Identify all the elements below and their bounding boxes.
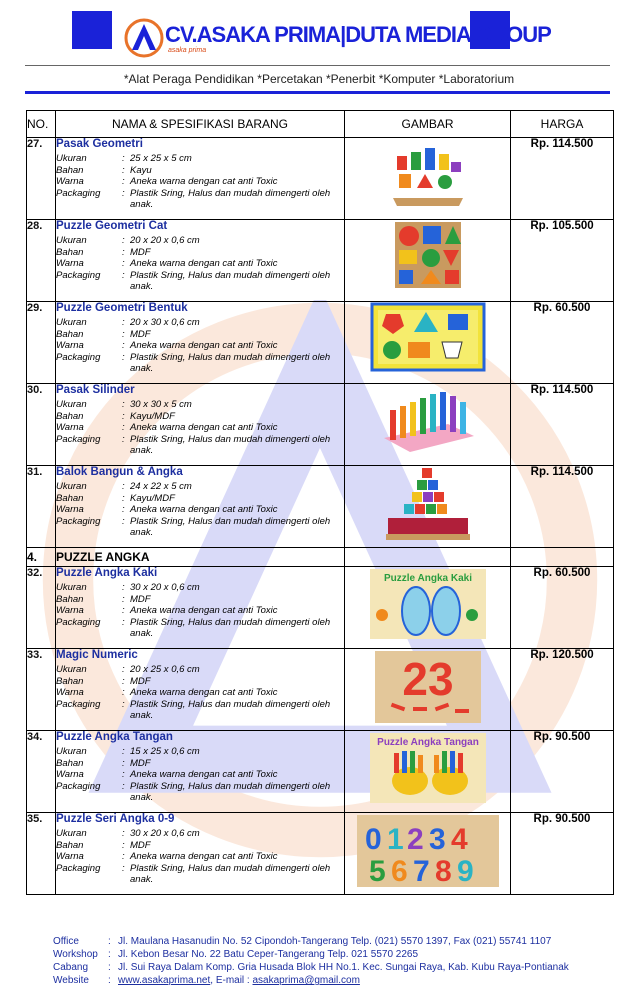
spec-label: Warna	[56, 605, 84, 616]
spec-row-bahan: Bahan : MDF	[56, 676, 344, 688]
spec-value: 30 x 30 x 5 cm	[130, 399, 192, 410]
svg-text:2: 2	[406, 823, 424, 856]
feet-number-puzzle-icon	[345, 567, 510, 641]
spec-value: MDF	[130, 757, 151, 769]
spec-row-packaging: Packaging : Plastik Sring, Halus dan mudah dimengerti oleh anak.	[56, 516, 344, 539]
geometry-puzzle-board-icon	[345, 220, 510, 290]
spec-value: MDF	[130, 328, 151, 340]
spec-value: 20 x 30 x 0,6 cm	[130, 317, 200, 328]
item-spec-cell	[56, 220, 345, 302]
spec-label: Warna	[56, 504, 84, 515]
svg-text:7: 7	[412, 855, 430, 888]
spec-label: Packaging	[56, 698, 101, 710]
spec-value: Plastik Sring, Halus dan mudah dimengerti oleh anak.	[130, 187, 331, 210]
item-price: Rp. 90.500	[511, 813, 614, 895]
footer-label: Workshop	[53, 949, 98, 960]
spec-label: Ukuran	[56, 235, 87, 246]
svg-text:0: 0	[364, 823, 382, 856]
spec-label: Warna	[56, 258, 84, 269]
footer-label: Website	[53, 975, 89, 986]
spec-value: Plastik Sring, Halus dan mudah dimengerti oleh anak.	[130, 269, 331, 292]
spec-row-packaging: Packaging : Plastik Sring, Halus dan mudah dimengerti oleh anak.	[56, 617, 344, 640]
svg-text:Puzzle Angka Tangan: Puzzle Angka Tangan	[376, 737, 479, 748]
spec-value: Aneka warna dengan cat anti Toxic	[130, 769, 278, 780]
spec-value: Plastik Sring, Halus dan mudah dimengerti oleh anak.	[130, 433, 331, 456]
spec-label: Packaging	[56, 515, 101, 527]
spec-value: Aneka warna dengan cat anti Toxic	[130, 605, 278, 616]
spec-label: Warna	[56, 422, 84, 433]
spec-row-ukuran: Ukuran : 30 x 20 x 0,6 cm	[56, 828, 344, 840]
logo-subtitle: asaka prima	[168, 47, 207, 54]
spec-row-ukuran: Ukuran : 20 x 20 x 0,6 cm	[56, 235, 344, 247]
magic-numeric-board-icon	[345, 649, 510, 725]
item-price: Rp. 105.500	[511, 220, 614, 302]
item-spec-cell	[56, 731, 345, 813]
item-image-cell	[345, 567, 511, 649]
footer-row: Cabang : Jl. Sui Raya Dalam Komp. Gria Husada Blok HH No.1. Kec. Sungai Raya, Kab. Kubu Raya-Pontianak	[53, 962, 569, 973]
svg-text:1: 1	[386, 823, 404, 856]
item-name: Puzzle Geometri Cat	[56, 220, 168, 232]
spec-value: Plastik Sring, Halus dan mudah dimengerti oleh anak.	[130, 351, 331, 374]
header-divider	[25, 65, 610, 66]
spec-label: Bahan	[56, 492, 84, 504]
spec-row-ukuran: Ukuran : 20 x 30 x 0,6 cm	[56, 317, 344, 329]
spec-row-bahan: Bahan : MDF	[56, 758, 344, 770]
spec-label: Packaging	[56, 780, 101, 792]
header-nama: NAMA & SPESIFIKASI BARANG	[56, 111, 345, 138]
item-image-cell	[345, 384, 511, 466]
item-price: Rp. 114.500	[511, 466, 614, 548]
spec-label: Warna	[56, 340, 84, 351]
item-price: Rp. 114.500	[511, 138, 614, 220]
website-link[interactable]: www.asakaprima.net	[118, 975, 211, 986]
spec-label: Warna	[56, 769, 84, 780]
item-image-cell	[345, 138, 511, 220]
spec-label: Packaging	[56, 187, 101, 199]
hand-number-puzzle-icon	[345, 731, 510, 805]
item-name: Puzzle Angka Kaki	[56, 567, 158, 579]
spec-row-bahan: Bahan : Kayu/MDF	[56, 493, 344, 505]
item-spec-cell	[56, 813, 345, 895]
item-name: Puzzle Angka Tangan	[56, 731, 173, 743]
spec-row-warna: Warna : Aneka warna dengan cat anti Toxic	[56, 605, 344, 617]
item-image-cell	[345, 731, 511, 813]
spec-value: Kayu/MDF	[130, 492, 175, 504]
table-row	[27, 731, 614, 813]
section-number: 4.	[27, 548, 56, 567]
spec-value: MDF	[130, 839, 151, 851]
spec-value: Aneka warna dengan cat anti Toxic	[130, 340, 278, 351]
item-spec-cell	[56, 302, 345, 384]
spec-label: Ukuran	[56, 582, 87, 593]
table-row	[27, 138, 614, 220]
item-name: Pasak Silinder	[56, 384, 135, 396]
header-gambar: GAMBAR	[345, 111, 511, 138]
spec-row-warna: Warna : Aneka warna dengan cat anti Toxic	[56, 851, 344, 863]
company-logo-icon	[124, 18, 164, 58]
spec-row-bahan: Bahan : Kayu/MDF	[56, 411, 344, 423]
spec-row-packaging: Packaging : Plastik Sring, Halus dan mudah dimengerti oleh anak.	[56, 781, 344, 804]
cylinder-pegs-icon	[345, 384, 510, 454]
spec-label: Bahan	[56, 410, 84, 422]
header-harga: HARGA	[511, 111, 614, 138]
spec-label: Bahan	[56, 593, 84, 605]
header-blue-block-left	[72, 11, 112, 49]
item-image-cell	[345, 649, 511, 731]
spec-value: 20 x 25 x 0,6 cm	[130, 664, 200, 675]
svg-text:3: 3	[428, 823, 446, 856]
spec-value: Aneka warna dengan cat anti Toxic	[130, 422, 278, 433]
spec-row-packaging: Packaging : Plastik Sring, Halus dan mudah dimengerti oleh anak.	[56, 352, 344, 375]
item-image-cell	[345, 220, 511, 302]
header-divider-blue	[25, 91, 610, 94]
spec-label: Ukuran	[56, 153, 87, 164]
spec-row-warna: Warna : Aneka warna dengan cat anti Toxic	[56, 769, 344, 781]
section-empty-cell	[511, 548, 614, 567]
footer-label: Cabang	[53, 962, 89, 973]
item-spec-cell	[56, 138, 345, 220]
item-number: 30.	[27, 384, 56, 466]
spec-value: Plastik Sring, Halus dan mudah dimengerti oleh anak.	[130, 862, 331, 885]
item-spec-cell	[56, 649, 345, 731]
spec-row-warna: Warna : Aneka warna dengan cat anti Toxic	[56, 258, 344, 270]
table-row	[27, 384, 614, 466]
footer-value: Jl. Kebon Besar No. 22 Batu Ceper-Tangerang Telp. 021 5570 2265	[118, 949, 419, 960]
footer-label: Office	[53, 936, 79, 947]
spec-row-warna: Warna : Aneka warna dengan cat anti Toxic	[56, 504, 344, 516]
item-name: Balok Bangun & Angka	[56, 466, 183, 478]
item-number: 33.	[27, 649, 56, 731]
item-name: Puzzle Geometri Bentuk	[56, 302, 188, 314]
spec-value: Aneka warna dengan cat anti Toxic	[130, 258, 278, 269]
footer-value: Jl. Maulana Hasanudin No. 52 Cipondoh-Tangerang Telp. (021) 5570 1397, Fax (021) 55741 1107	[118, 936, 552, 947]
item-price: Rp. 114.500	[511, 384, 614, 466]
spec-row-packaging: Packaging : Plastik Sring, Halus dan mudah dimengerti oleh anak.	[56, 863, 344, 886]
spec-row-warna: Warna : Aneka warna dengan cat anti Toxic	[56, 687, 344, 699]
spec-label: Ukuran	[56, 481, 87, 492]
spec-row-bahan: Bahan : MDF	[56, 329, 344, 341]
footer-row: Workshop : Jl. Kebon Besar No. 22 Batu Ceper-Tangerang Telp. 021 5570 2265	[53, 949, 419, 960]
email-link[interactable]: asakaprima@gmail.com	[252, 975, 360, 986]
item-price: Rp. 120.500	[511, 649, 614, 731]
spec-label: Packaging	[56, 862, 101, 874]
spec-label: Bahan	[56, 246, 84, 258]
spec-row-bahan: Bahan : MDF	[56, 594, 344, 606]
spec-row-bahan: Bahan : MDF	[56, 840, 344, 852]
spec-value: MDF	[130, 593, 151, 605]
spec-value: Plastik Sring, Halus dan mudah dimengerti oleh anak.	[130, 698, 331, 721]
item-number: 35.	[27, 813, 56, 895]
spec-label: Ukuran	[56, 664, 87, 675]
spec-row-warna: Warna : Aneka warna dengan cat anti Toxic	[56, 340, 344, 352]
spec-label: Bahan	[56, 757, 84, 769]
spec-row-warna: Warna : Aneka warna dengan cat anti Toxic	[56, 176, 344, 188]
item-spec-cell	[56, 384, 345, 466]
footer-row: Website : www.asakaprima.net , E-mail : asakaprima@gmail.com	[53, 975, 360, 986]
email-prefix: , E-mail :	[210, 975, 253, 986]
spec-value: Aneka warna dengan cat anti Toxic	[130, 687, 278, 698]
spec-label: Ukuran	[56, 828, 87, 839]
spec-value: Plastik Sring, Halus dan mudah dimengerti oleh anak.	[130, 616, 331, 639]
spec-label: Ukuran	[56, 746, 87, 757]
spec-value: MDF	[130, 675, 151, 687]
table-header-row	[27, 111, 614, 138]
spec-value: 15 x 25 x 0,6 cm	[130, 746, 200, 757]
spec-row-bahan: Bahan : MDF	[56, 247, 344, 259]
spec-label: Warna	[56, 176, 84, 187]
item-spec-cell	[56, 567, 345, 649]
spec-label: Bahan	[56, 328, 84, 340]
svg-text:8: 8	[434, 855, 452, 888]
spec-value: Plastik Sring, Halus dan mudah dimengerti oleh anak.	[130, 780, 331, 803]
svg-text:9: 9	[456, 855, 474, 888]
spec-row-packaging: Packaging : Plastik Sring, Halus dan mudah dimengerti oleh anak.	[56, 270, 344, 293]
tagline: *Alat Peraga Pendidikan *Percetakan *Penerbit *Komputer *Laboratorium	[123, 72, 515, 86]
svg-text:Puzzle Angka Kaki: Puzzle Angka Kaki	[383, 573, 472, 584]
spec-row-ukuran: Ukuran : 30 x 20 x 0,6 cm	[56, 582, 344, 594]
item-number: 27.	[27, 138, 56, 220]
table-row	[27, 302, 614, 384]
svg-text:4: 4	[450, 823, 468, 856]
item-number: 34.	[27, 731, 56, 813]
section-row	[27, 548, 614, 567]
spec-row-ukuran: Ukuran : 25 x 25 x 5 cm	[56, 153, 344, 165]
spec-row-warna: Warna : Aneka warna dengan cat anti Toxic	[56, 422, 344, 434]
spec-row-packaging: Packaging : Plastik Sring, Halus dan mudah dimengerti oleh anak.	[56, 434, 344, 457]
item-price: Rp. 90.500	[511, 731, 614, 813]
footer-row: Office : Jl. Maulana Hasanudin No. 52 Cipondoh-Tangerang Telp. (021) 5570 1397, Fax (021) 55741 1107	[53, 936, 552, 947]
spec-row-ukuran: Ukuran : 30 x 30 x 5 cm	[56, 399, 344, 411]
spec-label: Packaging	[56, 351, 101, 363]
footer-value: Jl. Sui Raya Dalam Komp. Gria Husada Blok HH No.1. Kec. Sungai Raya, Kab. Kubu Raya-Pontianak	[118, 962, 569, 973]
company-name: CV.ASAKA PRIMA|DUTA MEDIA GROUP	[165, 22, 551, 47]
spec-value: 30 x 20 x 0,6 cm	[130, 828, 200, 839]
spec-row-packaging: Packaging : Plastik Sring, Halus dan mudah dimengerti oleh anak.	[56, 699, 344, 722]
item-image-cell	[345, 813, 511, 895]
spec-value: 20 x 20 x 0,6 cm	[130, 235, 200, 246]
spec-label: Bahan	[56, 675, 84, 687]
spec-label: Packaging	[56, 616, 101, 628]
spec-label: Ukuran	[56, 399, 87, 410]
table-row	[27, 466, 614, 548]
spec-label: Bahan	[56, 164, 84, 176]
spec-row-ukuran: Ukuran : 20 x 25 x 0,6 cm	[56, 664, 344, 676]
shape-puzzle-board-icon	[345, 302, 510, 372]
svg-text:5: 5	[368, 855, 386, 888]
spec-row-ukuran: Ukuran : 24 x 22 x 5 cm	[56, 481, 344, 493]
table-row	[27, 649, 614, 731]
spec-row-bahan: Bahan : Kayu	[56, 165, 344, 177]
table-row	[27, 220, 614, 302]
spec-value: MDF	[130, 246, 151, 258]
spec-label: Packaging	[56, 433, 101, 445]
item-price: Rp. 60.500	[511, 302, 614, 384]
spec-value: Aneka warna dengan cat anti Toxic	[130, 176, 278, 187]
number-0-9-puzzle-icon	[345, 813, 510, 889]
spec-value: Aneka warna dengan cat anti Toxic	[130, 504, 278, 515]
section-title: PUZZLE ANGKA	[56, 548, 345, 567]
table-row	[27, 813, 614, 895]
spec-row-ukuran: Ukuran : 15 x 25 x 0,6 cm	[56, 746, 344, 758]
item-number: 29.	[27, 302, 56, 384]
item-spec-cell	[56, 466, 345, 548]
spec-value: 25 x 25 x 5 cm	[130, 153, 192, 164]
item-number: 28.	[27, 220, 56, 302]
spec-row-packaging: Packaging : Plastik Sring, Halus dan mudah dimengerti oleh anak.	[56, 188, 344, 211]
item-name: Puzzle Seri Angka 0-9	[56, 813, 175, 825]
spec-value: Kayu	[130, 164, 152, 176]
spec-label: Ukuran	[56, 317, 87, 328]
spec-value: Plastik Sring, Halus dan mudah dimengerti oleh anak.	[130, 515, 331, 538]
spec-label: Warna	[56, 851, 84, 862]
header-no: NO.	[27, 111, 56, 138]
number-block-pyramid-icon	[345, 466, 510, 542]
item-name: Magic Numeric	[56, 649, 138, 661]
spec-value: 24 x 22 x 5 cm	[130, 481, 192, 492]
spec-value: 30 x 20 x 0,6 cm	[130, 582, 200, 593]
spec-value: Kayu/MDF	[130, 410, 175, 422]
item-name: Pasak Geometri	[56, 138, 143, 150]
spec-label: Packaging	[56, 269, 101, 281]
spec-label: Warna	[56, 687, 84, 698]
footer-contact	[53, 935, 569, 987]
svg-text:6: 6	[390, 855, 408, 888]
item-price: Rp. 60.500	[511, 567, 614, 649]
item-number: 32.	[27, 567, 56, 649]
section-empty-cell	[345, 548, 511, 567]
svg-text:23: 23	[401, 653, 454, 705]
product-table	[26, 110, 614, 895]
geometric-peg-board-icon	[345, 138, 510, 210]
item-image-cell	[345, 302, 511, 384]
spec-value: Aneka warna dengan cat anti Toxic	[130, 851, 278, 862]
item-number: 31.	[27, 466, 56, 548]
item-image-cell	[345, 466, 511, 548]
spec-label: Bahan	[56, 839, 84, 851]
table-row	[27, 567, 614, 649]
